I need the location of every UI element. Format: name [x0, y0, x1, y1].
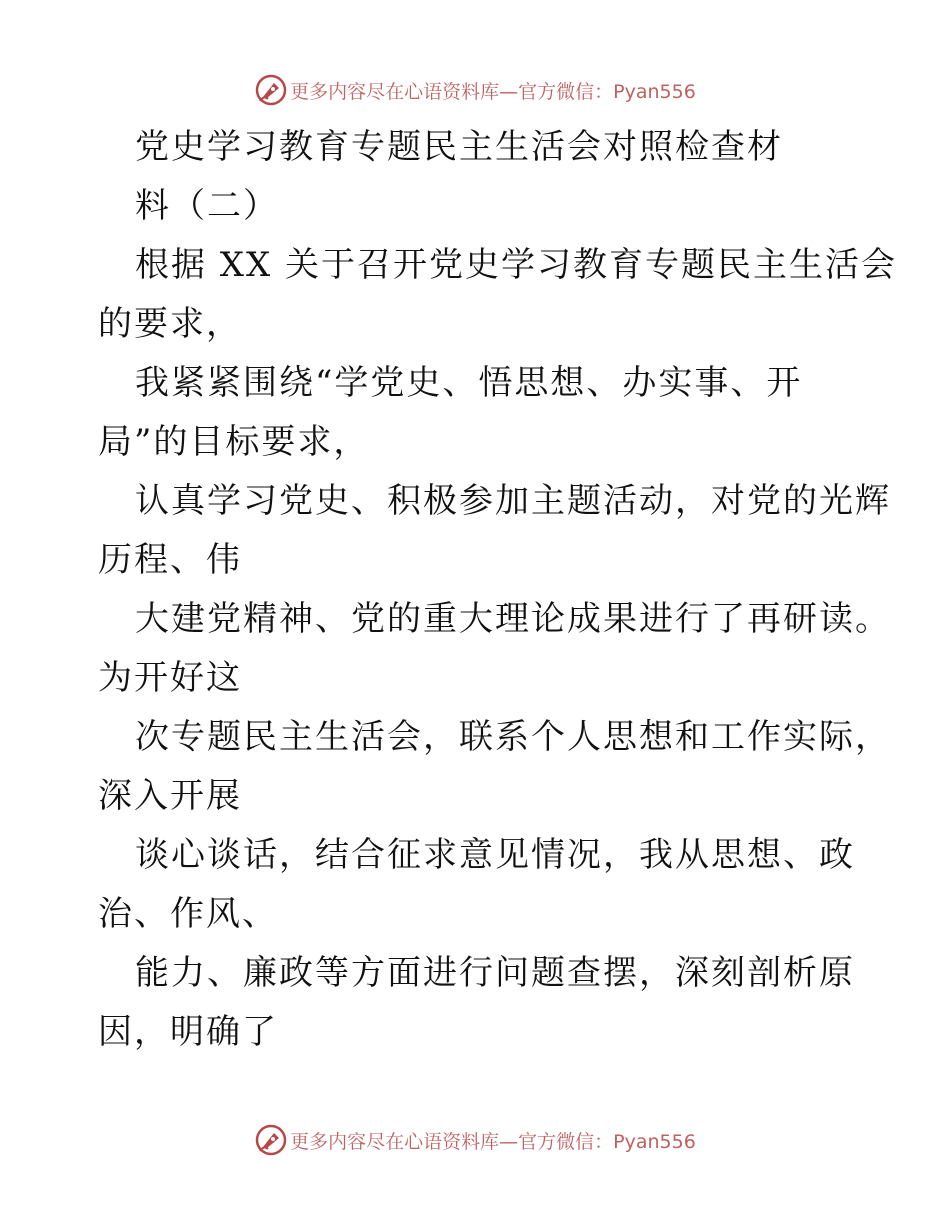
- pen-nib-icon: [254, 1123, 288, 1157]
- banner-text: 更多内容尽在心语资料库—官方微信：Pyan556: [290, 80, 696, 103]
- document-title-line-1: 党史学习教育专题民主生活会对照检查材: [135, 127, 783, 167]
- paragraph-line: 治、作风、: [98, 894, 278, 934]
- banner-text: 更多内容尽在心语资料库—官方微信：Pyan556: [290, 1130, 696, 1153]
- paragraph-line: 认真学习党史、积极参加主题活动，对党的光辉: [135, 481, 891, 521]
- header-banner: [0, 70, 950, 110]
- paragraph-line: 我紧紧围绕“学党史、悟思想、办实事、开: [135, 363, 803, 403]
- pen-nib-icon: [254, 73, 288, 107]
- paragraph-line: 大建党精神、党的重大理论成果进行了再研读。: [135, 599, 891, 639]
- paragraph-line: 因，明确了: [98, 1012, 278, 1052]
- paragraph-line: 历程、伟: [98, 540, 242, 580]
- footer-banner: [0, 1120, 950, 1160]
- document-body: [98, 118, 898, 1062]
- paragraph-line: 谈心谈话，结合征求意见情况，我从思想、政: [135, 835, 855, 875]
- paragraph-line: 深入开展: [98, 776, 242, 816]
- paragraph-line: 根据 XX 关于召开党史学习教育专题民主生活会: [135, 245, 898, 285]
- document-title-line-2: 料（二）: [135, 186, 279, 226]
- paragraph-line: 次专题民主生活会，联系个人思想和工作实际，: [135, 717, 891, 757]
- paragraph-line: 为开好这: [98, 658, 242, 698]
- paragraph-line: 局”的目标要求，: [98, 422, 370, 462]
- paragraph-line: 的要求，: [98, 304, 242, 344]
- paragraph-line: 能力、廉政等方面进行问题查摆，深刻剖析原: [135, 953, 855, 993]
